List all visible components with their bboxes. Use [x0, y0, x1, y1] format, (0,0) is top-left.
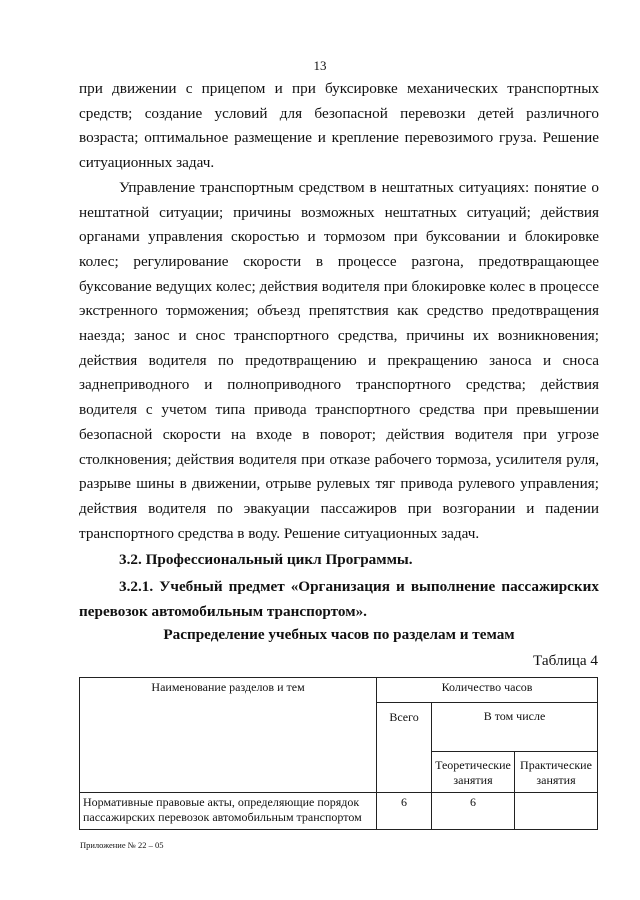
page-number: 13 — [313, 58, 327, 73]
row-theory: 6 — [432, 793, 515, 830]
header-section-name: Наименование разделов и тем — [80, 678, 377, 793]
header-practice: Практические занятия — [514, 752, 597, 793]
body-text — [79, 77, 599, 624]
heading-professional-cycle: 3.2. Профессиональный цикл Программы. — [119, 551, 413, 569]
header-total: Всего — [377, 703, 432, 793]
heading-subject: 3.2.1. Учебный предмет «Организация и выполнение пассажирских перевозок автомобильным транспортом». — [79, 578, 599, 620]
footer-note: Приложение № 22 – 05 — [80, 840, 164, 850]
header-theory: Теоретические занятия — [432, 752, 515, 793]
table-section-title: Распределение учебных часов по разделам и темам — [163, 626, 515, 643]
row-practice — [514, 793, 597, 830]
header-including: В том числе — [432, 703, 598, 752]
paragraph-continuation: при движении с прицепом и при буксировке механических транспортных средств; создание условий для безопасной перевозки детей различного возраста; оптимальное размещение и крепление перевозимого груза. Решение ситуационных задач. — [79, 80, 599, 172]
row-name: Нормативные правовые акты, определяющие порядок пассажирских перевозок автомобильным транспортом — [80, 793, 377, 830]
table-row — [80, 793, 598, 830]
header-hours: Количество часов — [377, 678, 598, 703]
hours-table — [79, 677, 598, 830]
paragraph-emergency-driving: Управление транспортным средством в нештатных ситуациях: понятие о нештатной ситуации; причины возможных нештатных ситуаций; действия органами управления скоростью и тормозом при буксовании и блокировке колес; регулирование скорости в процессе разгона, предотвращающее буксование ведущих колес; действия водителя при блокировке колес в процессе экстренного торможения; объезд препятствия как средство предотвращения наезда; занос и снос транспортного средства, причины их возникновения; действия водителя по предотвращению и прекращению заноса и сноса заднеприводного и полноприводного транспортного средства; действия водителя с учетом типа привода транспортного средства при превышении безопасной скорости на входе в поворот; действия водителя при угрозе столкновения; действия водителя при отказе рабочего тормоза, усилителя руля, разрыве шины в движении, отрыве рулевых тяг привода рулевого управления; действия водителя по эвакуации пассажиров при возгорании и падении транспортного средства в воду. Решение ситуационных задач. — [79, 178, 599, 542]
table-label: Таблица 4 — [533, 652, 598, 669]
row-total: 6 — [377, 793, 432, 830]
